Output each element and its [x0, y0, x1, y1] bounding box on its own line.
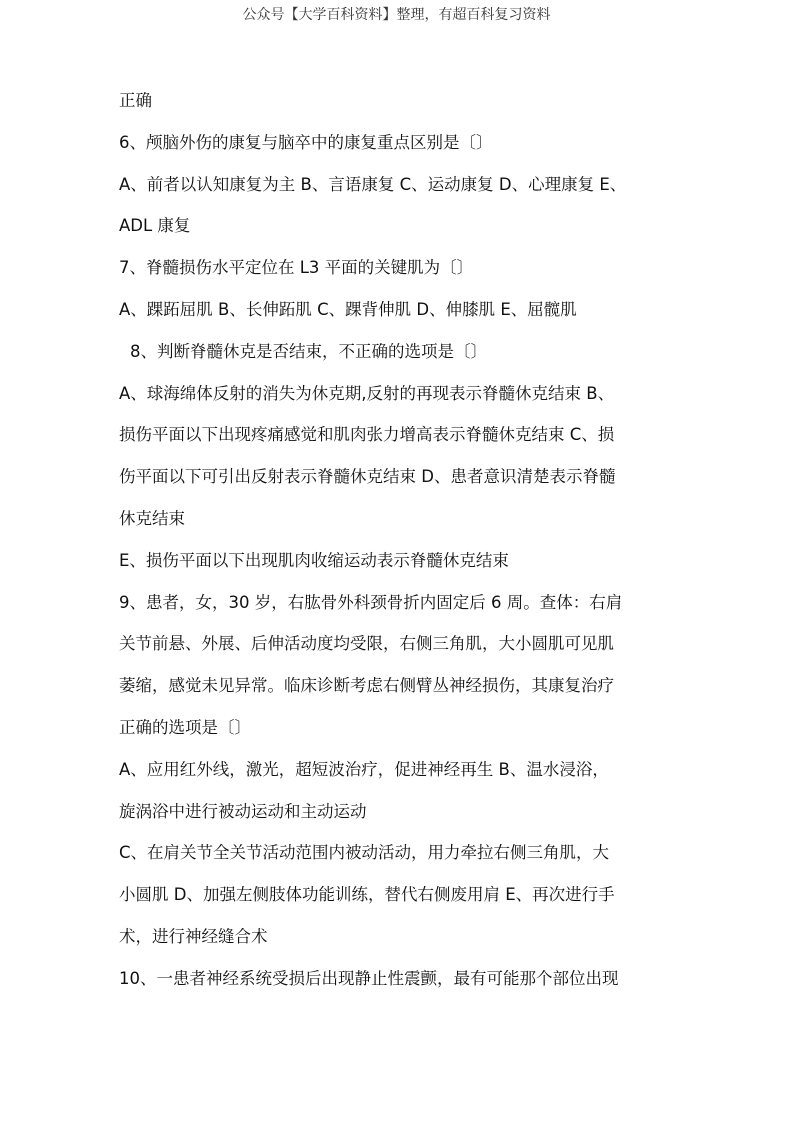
- question-8-options: A、球海绵体反射的消失为休克期,反射的再现表示脊髓休克结束 B、: [119, 383, 615, 403]
- question-7-stem: 7、脊髓损伤水平定位在 L3 平面的关键肌为〔〕: [119, 258, 474, 278]
- question-6-options-cont: ADL 康复: [119, 216, 191, 236]
- question-8-stem: 8、判断脊髓休克是否结束，不正确的选项是〔〕: [130, 341, 487, 361]
- text-line: 正确: [119, 91, 152, 110]
- question-7-options: A、踝跖屈肌 B、长伸跖肌 C、踝背伸肌 D、伸膝肌 E、屈髋肌: [119, 299, 577, 319]
- question-9-stem: 9、患者，女，30 岁，右肱骨外科颈骨折内固定后 6 周。查体：右肩: [119, 592, 623, 612]
- question-9-stem-cont: 正确的选项是〔〕: [119, 717, 251, 737]
- page-header: 公众号【大学百科资料】整理，有超百科复习资料: [242, 7, 551, 23]
- document-body: [119, 80, 687, 1000]
- question-8-option-e: E、损伤平面以下出现肌肉收缩运动表示脊髓休克结束: [119, 550, 509, 570]
- question-9-options-cont: C、在肩关节全关节活动范围内被动活动，用力牵拉右侧三角肌，大: [119, 843, 610, 863]
- question-9-options-cont: 旋涡浴中进行被动运动和主动运动: [119, 801, 367, 821]
- question-9-options: A、应用红外线，激光，超短波治疗，促进神经再生 B、温水浸浴，: [119, 759, 609, 779]
- question-6-options: A、前者以认知康复为主 B、言语康复 C、运动康复 D、心理康复 E、: [119, 174, 627, 194]
- question-6-stem: 6、颅脑外伤的康复与脑卒中的康复重点区别是〔〕: [119, 132, 493, 152]
- question-8-options-cont: 休克结束: [119, 508, 185, 528]
- question-9-options-cont: 小圆肌 D、加强左侧肢体功能训练，替代右侧废用肩 E、再次进行手: [119, 885, 615, 905]
- question-9-options-cont: 术，进行神经缝合术: [119, 926, 268, 946]
- question-9-stem-cont: 关节前悬、外展、后伸活动度均受限，右侧三角肌，大小圆肌可见肌: [119, 634, 614, 654]
- question-10-stem: 10、一患者神经系统受损后出现静止性震颤，最有可能那个部位出现: [119, 968, 619, 988]
- question-8-options-cont: 伤平面以下可引出反射表示脊髓休克结束 D、患者意识清楚表示脊髓: [119, 467, 616, 487]
- question-9-stem-cont: 萎缩，感觉未见异常。临床诊断考虑右侧臂丛神经损伤，其康复治疗: [119, 676, 614, 696]
- question-8-options-cont: 损伤平面以下出现疼痛感觉和肌肉张力增高表示脊髓休克结束 C、损: [119, 425, 615, 445]
